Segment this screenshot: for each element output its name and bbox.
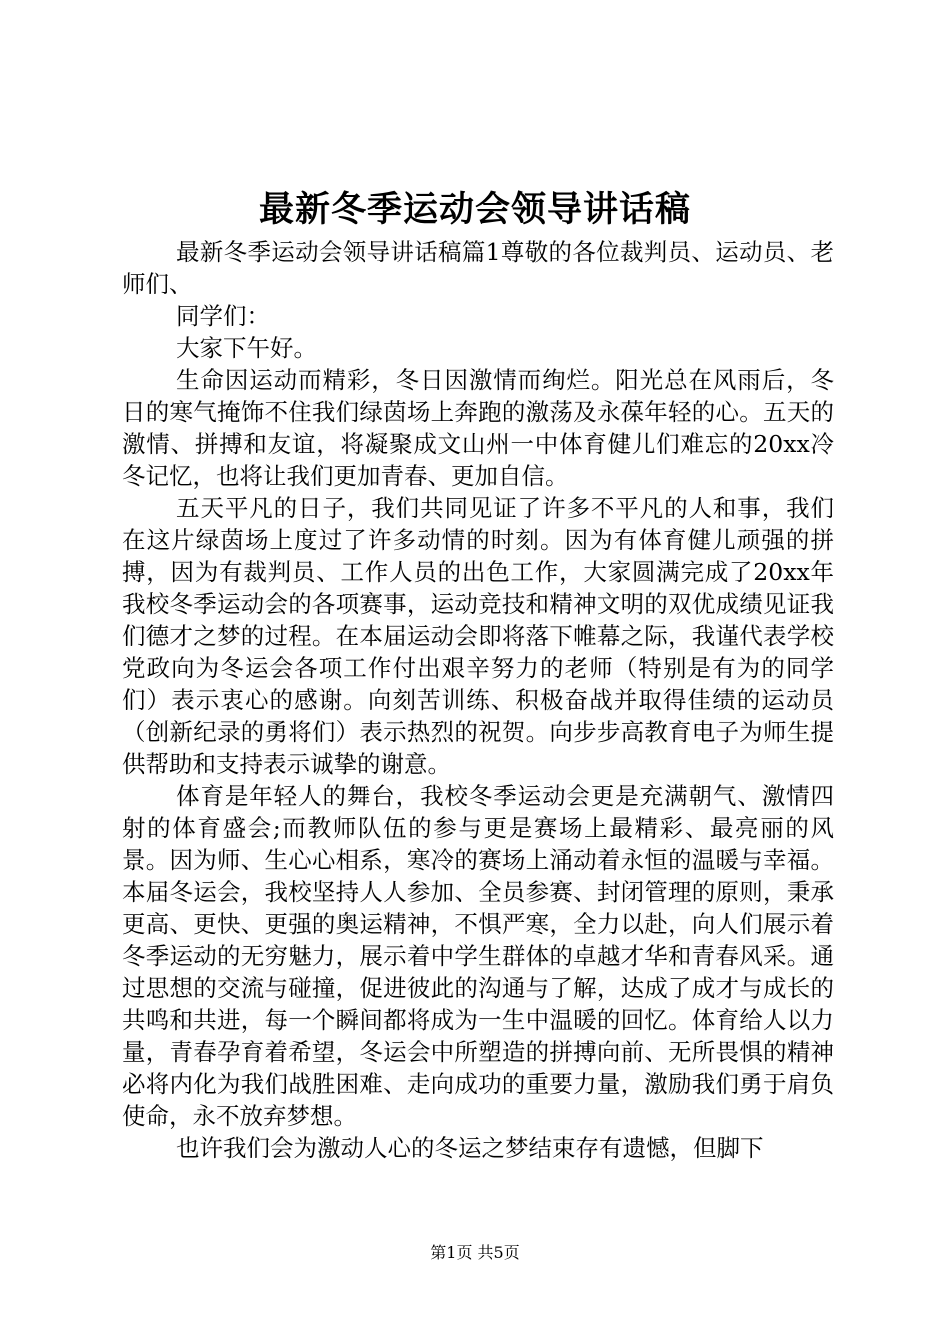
paragraph: 五天平凡的日子，我们共同见证了许多不平凡的人和事，我们在这片绿茵场上度过了许多动情的时刻。因为有体育健儿顽强的拼搏，因为有裁判员、工作人员的出色工作，大家圆满完成了20xx年我校冬季运动会的各项赛事，运动竞技和精神文明的双优成绩见证我们德才之梦的过程。在本届运动会即将落下帷幕之际，我谨代表学校党政向为冬运会各项工作付出艰辛努力的老师（特别是有为的同学们）表示衷心的感谢。向刻苦训练、积极奋战并取得佳绩的运动员（创新纪录的勇将们）表示热烈的祝贺。向步步高教育电子为师生提供帮助和支持表示诚挚的谢意。	[122, 494, 834, 778]
document-body	[122, 236, 834, 1164]
page-number-footer: 第1页 共5页	[430, 1243, 520, 1262]
paragraph: 也许我们会为激动人心的冬运之梦结束存有遗憾，但脚下	[176, 1134, 764, 1162]
paragraph: 最新冬季运动会领导讲话稿篇1尊敬的各位裁判员、运动员、老师们、	[122, 238, 834, 298]
document-title: 最新冬季运动会领导讲话稿	[258, 189, 691, 230]
paragraph: 生命因运动而精彩，冬日因激情而绚烂。阳光总在风雨后，冬日的寒气掩饰不住我们绿茵场上奔跑的激荡及永葆年轻的心。五天的激情、拼搏和友谊，将凝聚成文山州一中体育健儿们难忘的20xx冷冬记忆，也将让我们更加青春、更加自信。	[122, 366, 834, 490]
paragraph: 同学们：	[176, 302, 271, 330]
paragraph: 体育是年轻人的舞台，我校冬季运动会更是充满朝气、激情四射的体育盛会;而教师队伍的参与更是赛场上最精彩、最亮丽的风景。因为师、生心心相系，寒冷的赛场上涌动着永恒的温暖与幸福。本届冬运会，我校坚持人人参加、全员参赛、封闭管理的原则，秉承更高、更快、更强的奥运精神，不惧严寒，全力以赴，向人们展示着冬季运动的无穷魅力，展示着中学生群体的卓越才华和青春风采。通过思想的交流与碰撞，促进彼此的沟通与了解，达成了成才与成长的共鸣和共进，每一个瞬间都将成为一生中温暖的回忆。体育给人以力量，青春孕育着希望，冬运会中所塑造的拼搏向前、无所畏惧的精神必将内化为我们战胜困难、走向成功的重要力量，激励我们勇于肩负使命，永不放弃梦想。	[122, 782, 834, 1130]
paragraph: 大家下午好。	[176, 334, 318, 362]
